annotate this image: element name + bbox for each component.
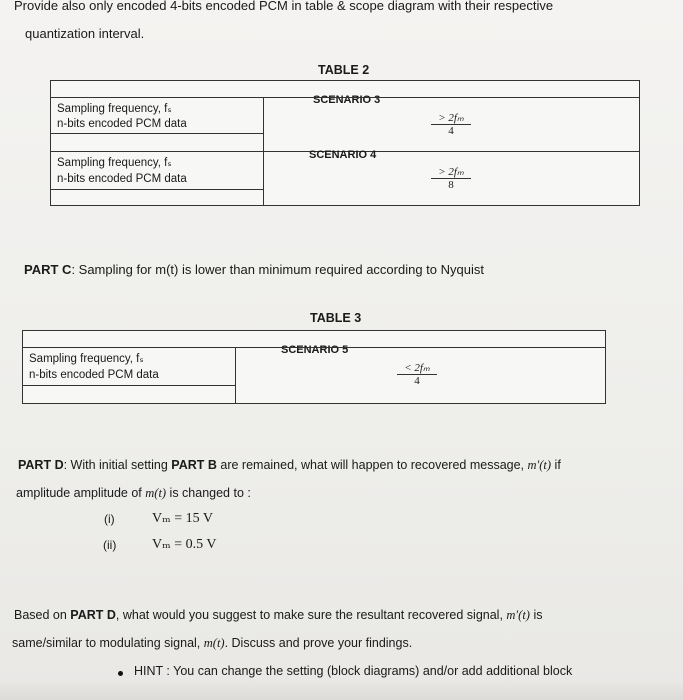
s3-denominator: 4 <box>448 125 454 137</box>
final-text-a: Based on <box>14 608 71 622</box>
option-ii-value: Vₘ = 0.5 V <box>152 537 217 552</box>
s5-sampling-label: Sampling frequency, fₛ <box>29 353 144 365</box>
part-d-label: PART D <box>18 458 64 472</box>
part-c-body: : Sampling for m(t) is lower than minimum required according to Nyquist <box>71 262 484 277</box>
s3-pcm-label: n-bits encoded PCM data <box>57 118 187 130</box>
part-d-text-c: are remained, what will happen to recovered message, <box>216 458 528 472</box>
final-line-2 <box>12 636 412 651</box>
final-text-e: is <box>529 608 543 622</box>
part-d-text-d: if <box>551 458 561 472</box>
final-text2-a: same/similar to modulating signal, <box>12 636 204 650</box>
table3 <box>22 330 606 404</box>
s5-pcm-label: n-bits encoded PCM data <box>29 369 159 381</box>
s4-numerator: > 2fₘ <box>431 165 471 179</box>
s4-fraction <box>431 165 471 191</box>
part-d-text2-a: amplitude amplitude of <box>16 486 146 500</box>
s3-fraction <box>431 111 471 137</box>
s4-sampling-label: Sampling frequency, fₛ <box>57 157 172 169</box>
s5-fraction <box>397 361 437 387</box>
final-line-1 <box>14 608 542 623</box>
part-d-text-a: : With initial setting <box>63 458 172 472</box>
table2-title: TABLE 2 <box>318 63 370 77</box>
part-d-text2-c: is changed to : <box>166 486 251 500</box>
s4-pcm-label: n-bits encoded PCM data <box>57 173 187 185</box>
part-d-msg-symbol: m′(t) <box>527 458 552 472</box>
option-i-label: (i) <box>104 512 115 526</box>
final-msg-symbol: m′(t) <box>506 608 530 622</box>
intro-line-1: Provide also only encoded 4-bits encoded PCM in table & scope diagram with their respective <box>14 0 554 13</box>
option-i-value: Vₘ = 15 V <box>152 511 213 526</box>
s3-numerator: > 2fₘ <box>431 111 471 125</box>
part-d-ref-part-b: PART B <box>171 458 217 472</box>
scenario4-heading: SCENARIO 4 <box>309 149 377 161</box>
final-text-c: , what would you suggest to make sure the resultant recovered signal, <box>115 608 507 622</box>
intro-line-2: quantization interval. <box>25 26 145 41</box>
scenario5-heading: SCENARIO 5 <box>281 344 349 356</box>
final-text2-c: . Discuss and prove your findings. <box>224 636 413 650</box>
s5-denominator: 4 <box>414 375 420 387</box>
final-ref-part-d: PART D <box>70 608 116 622</box>
table3-title: TABLE 3 <box>310 311 362 325</box>
s5-numerator: < 2fₘ <box>397 361 437 375</box>
final-mt-symbol: m(t) <box>203 636 225 650</box>
part-d-mt-symbol: m(t) <box>145 486 167 500</box>
table2 <box>50 80 640 206</box>
part-d-line-1 <box>18 458 561 473</box>
option-ii-label: (ii) <box>103 538 117 552</box>
s3-sampling-label: Sampling frequency, fₛ <box>57 103 172 115</box>
scenario3-heading: SCENARIO 3 <box>313 94 381 106</box>
part-d-line-2 <box>16 486 251 501</box>
bullet-icon <box>118 671 123 676</box>
part-c-label: PART C <box>24 262 72 277</box>
page-shadow <box>0 680 683 700</box>
s4-denominator: 8 <box>448 179 454 191</box>
part-c-text <box>24 262 484 277</box>
hint-text: HINT : You can change the setting (block diagrams) and/or add additional block <box>134 664 573 678</box>
